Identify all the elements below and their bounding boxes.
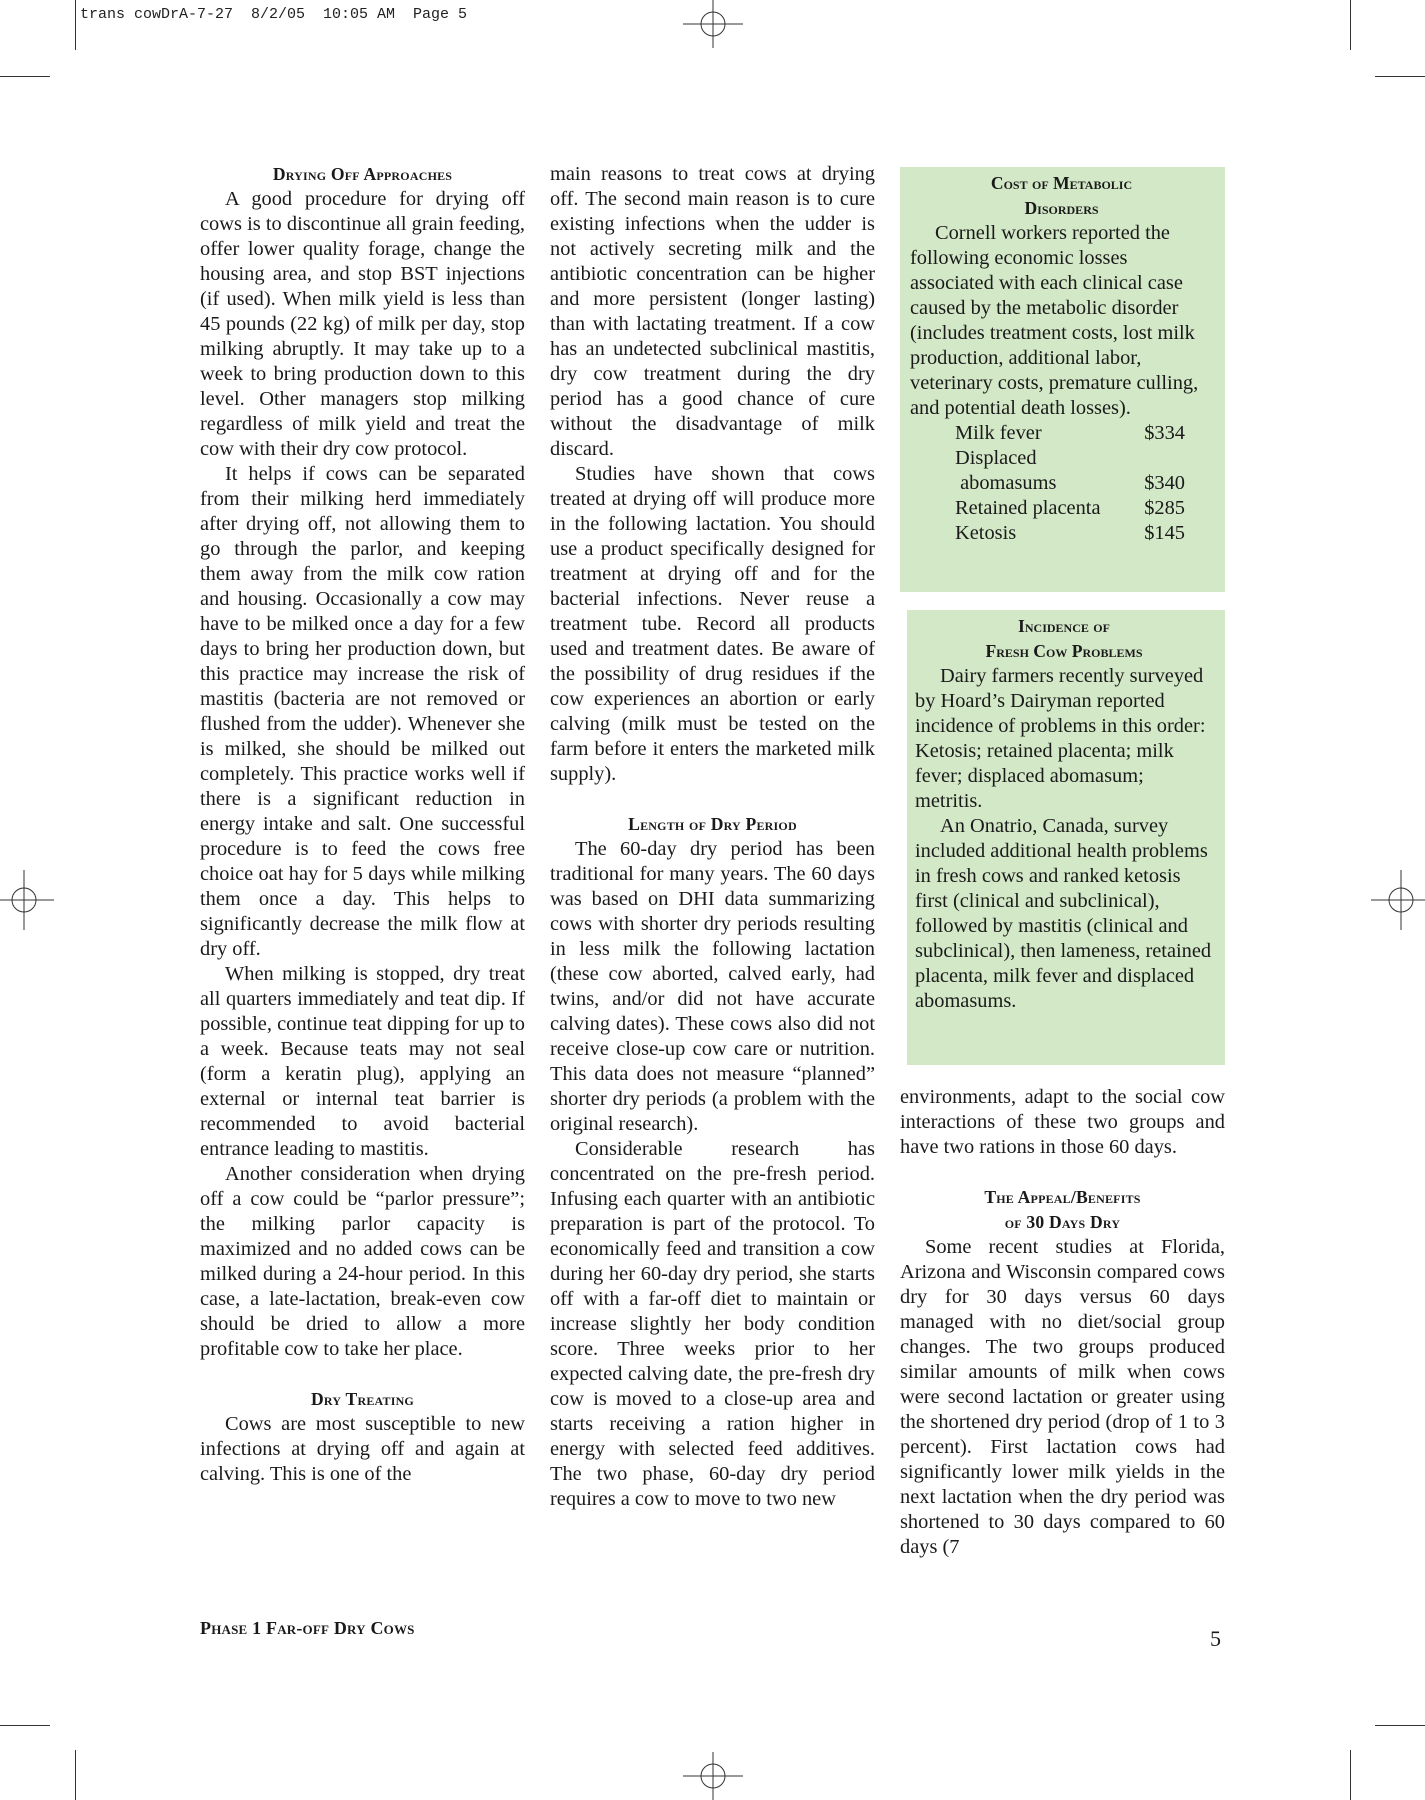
cost-label: Retained placenta (955, 497, 1101, 519)
cost-label: abomasums (955, 472, 1057, 494)
cost-value (1135, 446, 1185, 471)
footer-title: Phase 1 Far-off Dry Cows (200, 1618, 415, 1638)
cost-label: Milk fever (955, 422, 1042, 444)
crop-mark-top-left-v (75, 0, 76, 50)
cost-value: $285 (1144, 497, 1185, 519)
crop-mark-top-right-h (1375, 76, 1425, 77)
paragraph: The 60-day dry period has been traditional for many years. The 60 days was based on DHI data summarizing cows with shorter dry periods resulting in less milk the following lactation (these cow aborted, calved early, had twins, and/or did not have accurate calving dates). These cows also did not receive close-up cow care or nutrition. This data does not measure “planned” shorter dry periods (a problem with the original research). (550, 838, 875, 1135)
crop-mark-top-left-h (0, 76, 50, 77)
page-number: 5 (1210, 1626, 1221, 1651)
registration-mark-top (683, 0, 743, 60)
paragraph: Considerable research has concentrated on the pre-fresh period. Infusing each quarter with an antibiotic preparation is part of the protocol. To economically feed and transition a cow during her 60-day dry period, she starts off with a far-off diet to maintain or increase slightly her body condition score. Three weeks prior to her expected calving date, the pre-fresh dry cow is moved to a close-up area and starts receiving a ration higher in energy with selected feed additives. The two phase, 60-day dry period requires a cow to move to two new (550, 1138, 875, 1510)
printer-slug: trans cowDrA-7-27 8/2/05 10:05 AM Page 5 (80, 6, 468, 23)
crop-mark-top-right-v (1350, 0, 1351, 50)
heading-length-of-dry-period: Length of Dry Period (628, 814, 797, 834)
cost-row (955, 446, 1185, 471)
column-1 (200, 162, 525, 1487)
box-title-line: Cost of Metabolic (990, 173, 1133, 193)
heading-appeal-benefits: The Appeal/Benefits (984, 1187, 1141, 1207)
cost-row (955, 521, 1185, 546)
registration-mark-right (1365, 870, 1425, 930)
cost-label: Displaced (955, 447, 1037, 469)
box-paragraph: An Onatrio, Canada, survey included additional health problems in fresh cows and ranked ketosis first (clinical and subclinical), followed by mastitis (clinical and subclinical), then lameness, retained placenta, milk fever and displaced abomasums. (915, 815, 1212, 1012)
cost-value: $340 (1144, 472, 1185, 494)
cost-row (955, 471, 1185, 496)
paragraph: main reasons to treat cows at drying off. The second main reason is to cure existing infections when the udder is not actively secreting milk and the antibiotic concentration can be higher and more persistent (longer lasting) than with lactating treatment. If a cow has an undetected subclinical mastitis, dry cow treatment during the dry period has a good chance of cure without the disadvantage of milk discard. (550, 163, 875, 460)
crop-mark-bottom-left-v (75, 1750, 76, 1800)
column-2 (550, 162, 875, 1512)
cost-table (955, 421, 1185, 546)
cost-value: $334 (1144, 422, 1185, 444)
paragraph: Some recent studies at Florida, Arizona and Wisconsin compared cows dry for 30 days versus 60 days managed with no diet/social group changes. The two groups produced similar amounts of milk when cows were second lactation or greater using the shortened dry period (drop of 1 to 3 percent). First lactation cows had significantly lower milk yields in the next lactation when the dry period was shortened to 30 days compared to 60 days (7 (900, 1236, 1225, 1558)
column-3 (900, 1085, 1225, 1560)
cost-value: $145 (1144, 522, 1185, 544)
paragraph: It helps if cows can be separated from their milking herd immediately after drying off, not allowing them to go through the parlor, and keeping them away from the milk cow ration and housing. Occasionally a cow may have to be milked once a day for a few days to bring her production down, but this practice may increase the risk of mastitis (bacteria are not removed or flushed from the udder). Whenever she is milked, she should be milked out completely. This practice works well if there is a significant reduction in energy intake and salt. One successful procedure is to feed the cows free choice oat hay for 5 days while milking them once a day. This helps to significantly decrease the milk flow at dry off. (200, 463, 525, 960)
heading-drying-off-approaches: Drying Off Approaches (272, 164, 453, 184)
cost-row (955, 496, 1185, 521)
sidebar-box-incidence-of-fresh-cow-problems (907, 610, 1225, 1065)
crop-mark-bottom-right-v (1350, 1750, 1351, 1800)
paragraph: Another consideration when drying off a cow could be “parlor pressure”; the milking parlor capacity is maximized and no added cows can be milked during a 24-hour period. In this case, a late-lactation, break-even cow should be dried to allow a more profitable cow to take her place. (200, 1163, 525, 1360)
paragraph: When milking is stopped, dry treat all quarters immediately and teat dip. If possible, continue teat dipping for up to a week. Because teats may not seal (form a keratin plug), applying an external or internal teat barrier is recommended to avoid bacterial entrance leading to mastitis. (200, 963, 525, 1160)
sidebar-box-cost-of-metabolic-disorders (900, 167, 1225, 592)
registration-mark-left (0, 870, 60, 930)
paragraph: A good procedure for drying off cows is to discontinue all grain feeding, offer lower quality forage, change the housing area, and stop BST injections (if used). When milk yield is less than 45 pounds (22 kg) of milk per day, stop milking abruptly. It may take up to a week to bring production down to this level. Other managers stop milking regardless of milk yield and treat the cow with their dry cow protocol. (200, 188, 525, 460)
crop-mark-bottom-right-h (1375, 1725, 1425, 1726)
heading-appeal-benefits-2: of 30 Days Dry (1004, 1212, 1121, 1232)
paragraph: environments, adapt to the social cow interactions of these two groups and have two rations in those 60 days. (900, 1086, 1225, 1158)
paragraph: Studies have shown that cows treated at drying off will produce more in the following lactation. You should use a product specifically designed for treatment at drying off and for the bacterial infections. Never reuse a treatment tube. Record all products used and treatment dates. Be aware of the possibility of drug residues if the cow experiences an abortion or early calving (milk must be tested on the farm before it enters the marketed milk supply). (550, 463, 875, 785)
cost-row (955, 421, 1185, 446)
paragraph: Cows are most susceptible to new infections at drying off and again at calving. This is one of the (200, 1413, 525, 1485)
box-title-line: Fresh Cow Problems (985, 641, 1143, 661)
registration-mark-bottom (683, 1740, 743, 1800)
crop-mark-bottom-left-h (0, 1725, 50, 1726)
box-paragraph: Cornell workers reported the following economic losses associated with each clinical case caused by the metabolic disorder (includes treatment costs, lost milk production, additional labor, veterinary costs, premature culling, and potential death losses). (910, 222, 1199, 419)
box-paragraph: Dairy farmers recently surveyed by Hoard’s Dairyman reported incidence of problems in this order: Ketosis; retained placenta; milk fever; displaced abomasum; metritis. (915, 665, 1206, 812)
cost-label: Ketosis (955, 522, 1017, 544)
box-title-line: Incidence of (1018, 616, 1110, 636)
heading-dry-treating: Dry Treating (311, 1389, 414, 1409)
box-title-line: Disorders (1024, 198, 1099, 218)
